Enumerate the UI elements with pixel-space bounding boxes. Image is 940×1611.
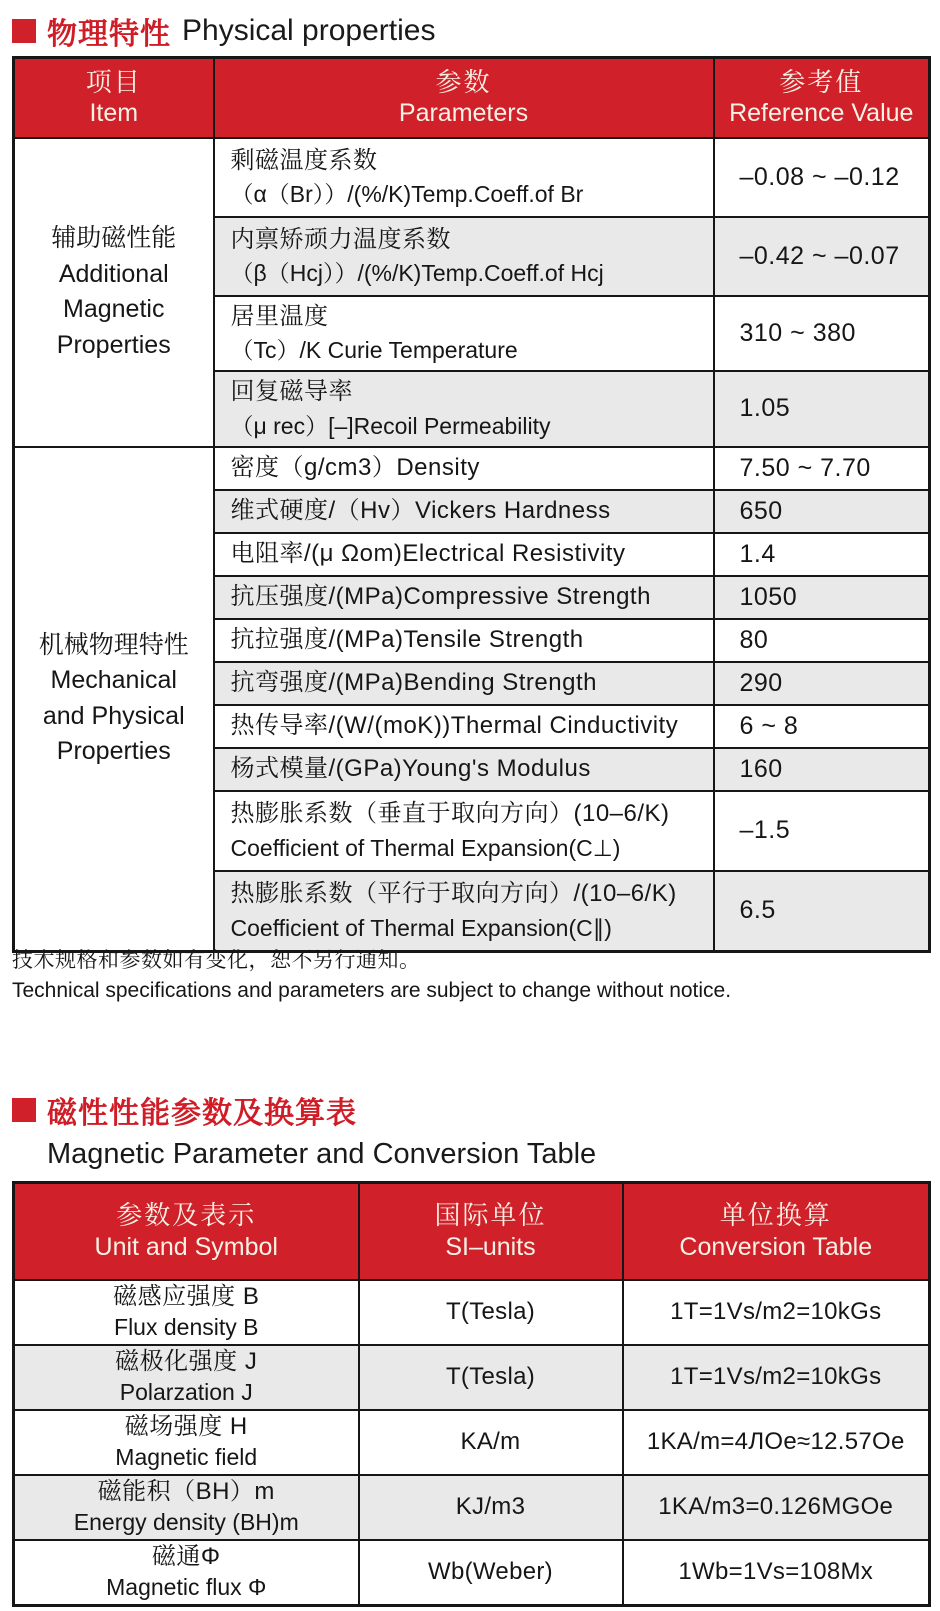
param-cell: 杨式模量/(GPa)Young's Modulus	[214, 748, 714, 791]
value-cell: –1.5	[714, 791, 930, 871]
value-cell: 290	[714, 662, 930, 705]
table-row	[14, 1280, 930, 1345]
section-title-en: Magnetic Parameter and Conversion Table	[47, 1138, 597, 1170]
table-row	[14, 138, 930, 217]
table-row	[14, 447, 930, 490]
section-title-en: Physical properties	[182, 14, 436, 47]
conversion-cell: 1Wb=1Vs=108Mx	[623, 1540, 930, 1606]
header-item: 项目 Item	[14, 58, 214, 138]
header-reference-value: 参考值 Reference Value	[714, 58, 930, 138]
quantity-cell: 磁感应强度 B Flux density B	[14, 1280, 359, 1345]
table-row	[14, 1410, 930, 1475]
physical-properties-table	[12, 56, 931, 953]
value-cell: 1.05	[714, 371, 930, 447]
quantity-cell: 磁场强度 H Magnetic field	[14, 1410, 359, 1475]
header-si-units: 国际单位 SI–units	[359, 1183, 623, 1280]
table-header-row	[14, 1183, 930, 1280]
quantity-cell: 磁能积（BH）m Energy density (BH)m	[14, 1475, 359, 1540]
section-title-physical	[12, 9, 435, 53]
param-cell: 抗弯强度/(MPa)Bending Strength	[214, 662, 714, 705]
si-unit-cell: T(Tesla)	[359, 1280, 623, 1345]
value-cell: 1050	[714, 576, 930, 619]
conversion-cell: 1KA/m3=0.126MGOe	[623, 1475, 930, 1540]
param-cell: 电阻率/(μ Ωom)Electrical Resistivity	[214, 533, 714, 576]
value-cell: 6.5	[714, 871, 930, 952]
disclaimer-en: Technical specifications and parameters are subject to change without notice.	[12, 979, 732, 1002]
header-parameters: 参数 Parameters	[214, 58, 714, 138]
disclaimer-note	[12, 944, 731, 1003]
param-cell: 热膨胀系数（平行于取向方向）/(10–6/K) Coefficient of Thermal Expansion(C∥)	[214, 871, 714, 952]
conversion-cell: 1KA/m=4ЛOe≈12.57Oe	[623, 1410, 930, 1475]
value-cell: 80	[714, 619, 930, 662]
param-cell: 居里温度 （Tc）/K Curie Temperature	[214, 296, 714, 371]
section-title-zh: 物理特性	[47, 18, 171, 51]
item-group-mechanical-physical: 机械物理特性 Mechanical and Physical Properties	[14, 447, 214, 952]
quantity-cell: 磁通Φ Magnetic flux Φ	[14, 1540, 359, 1606]
param-cell: 抗压强度/(MPa)Compressive Strength	[214, 576, 714, 619]
item-group-additional-magnetic: 辅助磁性能 Additional Magnetic Properties	[14, 138, 214, 447]
value-cell: 1.4	[714, 533, 930, 576]
table-header-row	[14, 58, 930, 138]
si-unit-cell: T(Tesla)	[359, 1345, 623, 1410]
si-unit-cell: Wb(Weber)	[359, 1540, 623, 1606]
conversion-cell: 1T=1Vs/m2=10kGs	[623, 1280, 930, 1345]
si-unit-cell: KA/m	[359, 1410, 623, 1475]
header-conversion: 单位换算 Conversion Table	[623, 1183, 930, 1280]
param-cell: 维式硬度/（Hv）Vickers Hardness	[214, 490, 714, 533]
param-cell: 热传导率/(W/(moK))Thermal Cinductivity	[214, 705, 714, 748]
param-cell: 热膨胀系数（垂直于取向方向）(10–6/K) Coefficient of Thermal Expansion(C⊥)	[214, 791, 714, 871]
param-cell: 密度（g/cm3）Density	[214, 447, 714, 490]
value-cell: 650	[714, 490, 930, 533]
param-cell: 抗拉强度/(MPa)Tensile Strength	[214, 619, 714, 662]
value-cell: –0.42 ~ –0.07	[714, 217, 930, 296]
param-cell: 内禀矫顽力温度系数 （β（Hcj））/(%/K)Temp.Coeff.of Hcj	[214, 217, 714, 296]
quantity-cell: 磁极化强度 J Polarzation J	[14, 1345, 359, 1410]
section-marker-icon	[12, 1098, 36, 1122]
table-row	[14, 1475, 930, 1540]
value-cell: 160	[714, 748, 930, 791]
conversion-cell: 1T=1Vs/m2=10kGs	[623, 1345, 930, 1410]
value-cell: 7.50 ~ 7.70	[714, 447, 930, 490]
disclaimer-zh: 技术规格和参数如有变化，恕不另行通知。	[12, 949, 421, 972]
param-cell: 剩磁温度系数 （α（Br））/(%/K)Temp.Coeff.of Br	[214, 138, 714, 217]
section-title-zh: 磁性性能参数及换算表	[47, 1097, 357, 1130]
param-cell: 回复磁导率 （μ rec）[–]Recoil Permeability	[214, 371, 714, 447]
value-cell: 6 ~ 8	[714, 705, 930, 748]
value-cell: –0.08 ~ –0.12	[714, 138, 930, 217]
conversion-table	[12, 1181, 931, 1607]
section-title-conversion	[12, 1088, 596, 1171]
table-row	[14, 1540, 930, 1606]
si-unit-cell: KJ/m3	[359, 1475, 623, 1540]
table-row	[14, 1345, 930, 1410]
header-unit-symbol: 参数及表示 Unit and Symbol	[14, 1183, 359, 1280]
value-cell: 310 ~ 380	[714, 296, 930, 371]
section-marker-icon	[12, 19, 36, 43]
